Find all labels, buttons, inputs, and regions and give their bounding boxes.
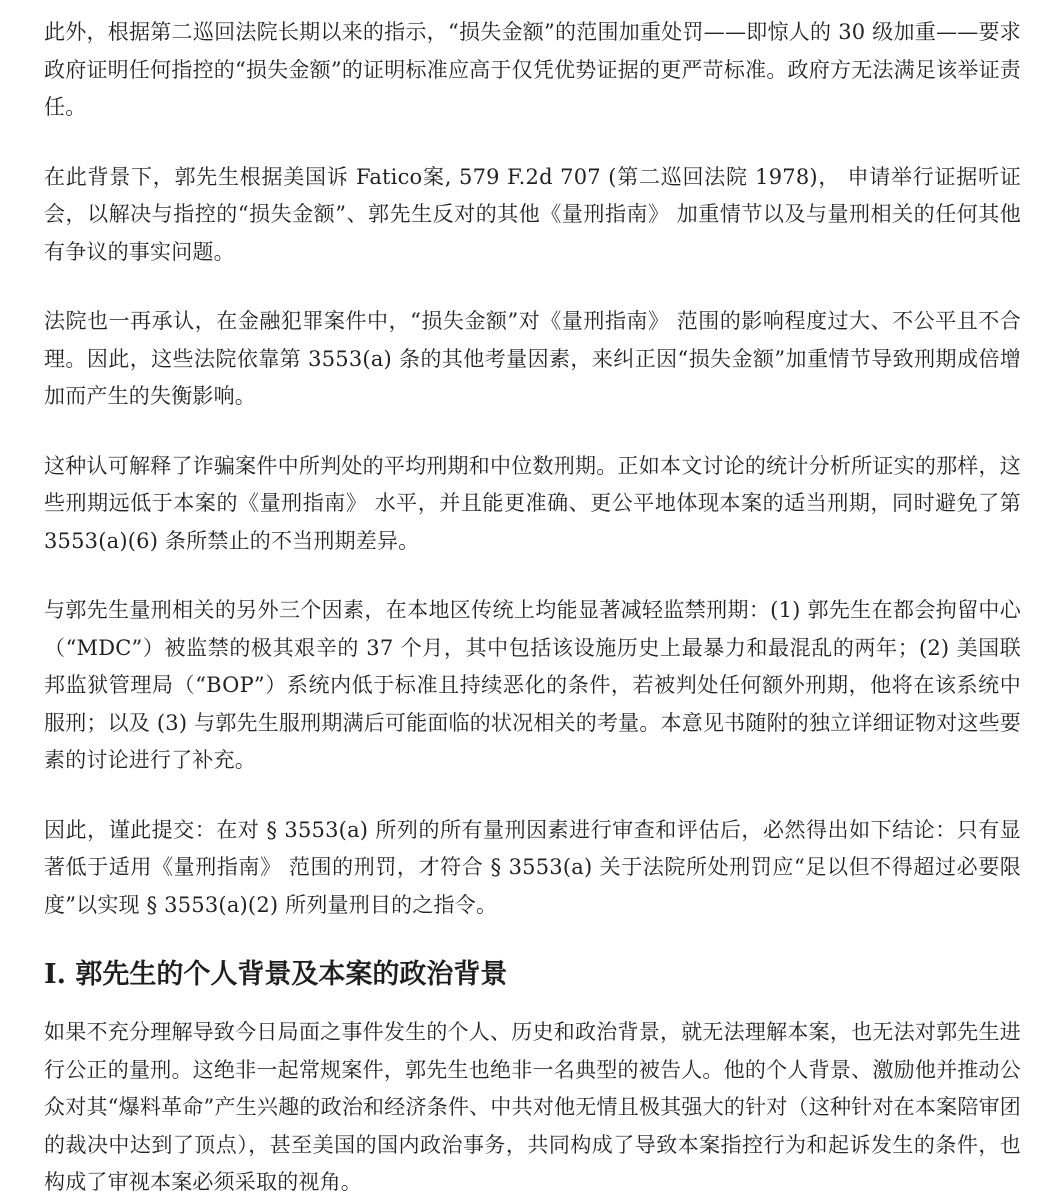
paragraph-loss-amount-courts: 法院也一再承认，在金融犯罪案件中，“损失金额”对《量刑指南》 范围的影响程度过大、不公平且不合理。因此，这些法院依靠第 3553(a) 条的其他考量因素，来纠正因“损失金额”加重情节导致刑期成倍增加而产生的失衡影响。 [44,309,1021,408]
paragraph-mitigating-factors: 与郭先生量刑相关的另外三个因素，在本地区传统上均能显著减轻监禁刑期：(1) 郭先生在都会拘留中心（“MDC”）被监禁的极其艰辛的 37 个月，其中包括该设施历史上最暴力和最混乱的两年；(2) 美国联邦监狱管理局（“BOP”）系统内低于标准且持续恶化的条件，若被判处任何额外刑期，他将在该系统中服刑；以及 (3) 与郭先生服刑期满后可能面临的状况相关的考量。本意见书随附的独立详细证物对这些要素的讨论进行了补充。 [44,598,1021,772]
paragraph-burden-of-proof: 此外，根据第二巡回法院长期以来的指示，“损失金额”的范围加重处罚——即惊人的 30 级加重——要求政府证明任何指控的“损失金额”的证明标准应高于仅凭优势证据的更严苛标准。政府方无法满足该举证责任。 [44,20,1021,119]
section-heading: I. 郭先生的个人背景及本案的政治背景 [44,959,508,990]
paragraph-background: 如果不充分理解导致今日局面之事件发生的个人、历史和政治背景，就无法理解本案，也无法对郭先生进行公正的量刑。这绝非一起常规案件，郭先生也绝非一名典型的被告人。他的个人背景、激励他并推动公众对其“爆料革命”产生兴趣的政治和经济条件、中共对他无情且极其强大的针对（这种针对在本案陪审团的裁决中达到了顶点），甚至美国的国内政治事务，共同构成了导致本案指控行为和起诉发生的条件，也构成了审视本案必须采取的视角。 [44,1020,1021,1194]
paragraph-conclusion: 因此，谨此提交：在对 § 3553(a) 所列的所有量刑因素进行审查和评估后，必然得出如下结论：只有显著低于适用《量刑指南》 范围的刑罚，才符合 § 3553(a) 关于法院所处刑罚应“足以但不得超过必要限度”以实现 § 3553(a)(2) 所列量刑目的之指令。 [44,817,1021,917]
paragraph-average-sentences: 这种认可解释了诈骗案件中所判处的平均刑期和中位数刑期。正如本文讨论的统计分析所证实的那样，这些刑期远低于本案的《量刑指南》 水平，并且能更准确、更公平地体现本案的适当刑期，同时避免了第 3553(a)(6) 条所禁止的不当刑期差异。 [44,453,1021,553]
paragraph-fatico-hearing: 在此背景下，郭先生根据美国诉 Fatico案, 579 F.2d 707 (第二巡回法院 1978)， 申请举行证据听证会，以解决与指控的“损失金额”、郭先生反对的其他《量刑指南》 加重情节以及与量刑相关的任何其他有争议的事实问题。 [44,164,1021,264]
